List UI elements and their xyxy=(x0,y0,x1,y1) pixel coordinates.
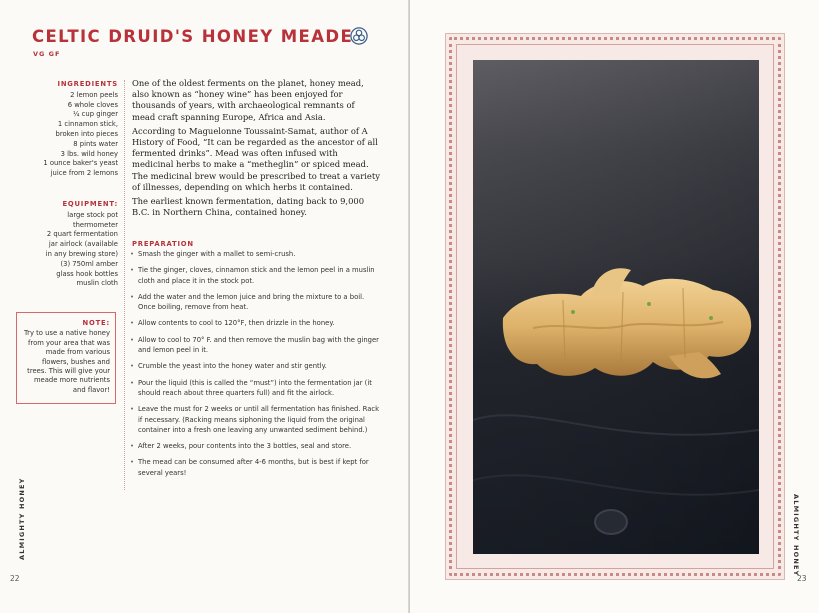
diet-tags: VG GF xyxy=(33,50,61,58)
page-number-right: 23 xyxy=(797,574,807,583)
ingredient-item: 1 cinnamon stick, xyxy=(57,120,118,129)
preparation-step: • The mead can be consumed after 4-6 months, but is best if kept for several years! xyxy=(130,457,380,478)
preparation-step: • Add the water and the lemon juice and bring the mixture to a boil. Once boiling, remove from heat. xyxy=(130,292,380,313)
intro-paragraph: The earliest known fermentation, dating back to 9,000 B.C. in Northern China, contained honey. xyxy=(132,196,365,218)
column-divider xyxy=(124,80,125,490)
preparation-step: • Crumble the yeast into the honey water and stir gently. xyxy=(130,361,380,371)
preparation-step: • Tie the ginger, cloves, cinnamon stick and the lemon peel in a muslin cloth and place it in the stock pot. xyxy=(130,265,380,286)
equipment-item: glass hook bottles xyxy=(56,269,118,278)
decorative-photo-frame xyxy=(445,33,785,580)
running-head-right: ALMIGHTY HONEY xyxy=(792,494,800,577)
ginger-root-photo xyxy=(473,60,759,554)
ingredient-item: ¼ cup ginger xyxy=(72,110,118,119)
celtic-knot-icon xyxy=(350,27,368,45)
ingredient-item: juice from 2 lemons xyxy=(50,169,118,178)
intro-paragraph: One of the oldest ferments on the planet, honey mead, also known as “honey wine” has been enjoyed for thousands of years, with archaeological remnants of mead craft spanning Europe, Africa and Asia. xyxy=(132,78,364,122)
equipment-item: in any brewing store) xyxy=(45,249,118,258)
left-page xyxy=(0,0,409,613)
ingredient-item: 1 ounce baker's yeast xyxy=(43,159,118,168)
preparation-step: • Allow to cool to 70° F. and then remove the muslin bag with the ginger and lemon peel in it. xyxy=(130,335,380,356)
recipe-title: CELTIC DRUID'S HONEY MEADE xyxy=(32,27,354,46)
equipment-item: large stock pot xyxy=(67,210,118,219)
right-page xyxy=(410,0,819,613)
preparation-heading: PREPARATION xyxy=(132,240,194,248)
ginger-root-icon xyxy=(473,60,759,554)
preparation-step: • After 2 weeks, pour contents into the 3 bottles, seal and store. xyxy=(130,441,380,451)
ingredient-item: 8 pints water xyxy=(73,139,118,148)
note-text: Try to use a native honey from your area that was made from various flowers, bushes and trees. This will give your meade more nutrients and flavor! xyxy=(24,329,110,394)
ingredients-heading: INGREDIENTS xyxy=(57,80,118,88)
equipment-item: muslin cloth xyxy=(76,279,118,288)
ingredient-item: 6 whole cloves xyxy=(67,100,118,109)
ingredient-item: 3 lbs. wild honey xyxy=(60,149,118,158)
preparation-step: • Smash the ginger with a mallet to semi-crush. xyxy=(130,249,380,259)
preparation-step: • Leave the must for 2 weeks or until all fermentation has finished. Rack if necessary. (Racking means siphoning the liquid from the original container into a fresh one leaving any unwanted sediment behind.) xyxy=(130,404,380,435)
ingredient-item: broken into pieces xyxy=(55,129,118,138)
equipment-heading: EQUIPMENT: xyxy=(62,200,118,208)
equipment-item: 2 quart fermentation xyxy=(46,230,118,239)
preparation-step: • Allow contents to cool to 120°F, then drizzle in the honey. xyxy=(130,318,380,328)
equipment-list xyxy=(30,200,118,289)
note-heading: NOTE: xyxy=(82,319,110,327)
equipment-item: thermometer xyxy=(72,220,118,229)
preparation-steps xyxy=(130,249,380,484)
intro-text xyxy=(132,78,380,218)
page-number-left: 22 xyxy=(10,574,20,583)
intro-paragraph: According to Maguelonne Toussaint-Samat, author of A History of Food, “It can be regarded as the ancestor of all fermented drinks”. Mead was often infused with medicinal herbs to make a “metheglin” or spiced mead. The medicinal brew would be prescribed to treat a variety of illnesses, depending on which herbs it contained. xyxy=(132,125,380,192)
ingredient-item: 2 lemon peels xyxy=(70,90,118,99)
equipment-item: (3) 750ml amber xyxy=(60,259,118,268)
preparation-step: • Pour the liquid (this is called the “must”) into the fermentation jar (it should reach about three quarters full) and fit the airlock. xyxy=(130,378,380,399)
equipment-item: jar airlock (available xyxy=(48,240,118,249)
ingredients-list xyxy=(30,80,118,179)
note-box xyxy=(16,312,116,404)
running-head-left: ALMIGHTY HONEY xyxy=(18,477,26,560)
